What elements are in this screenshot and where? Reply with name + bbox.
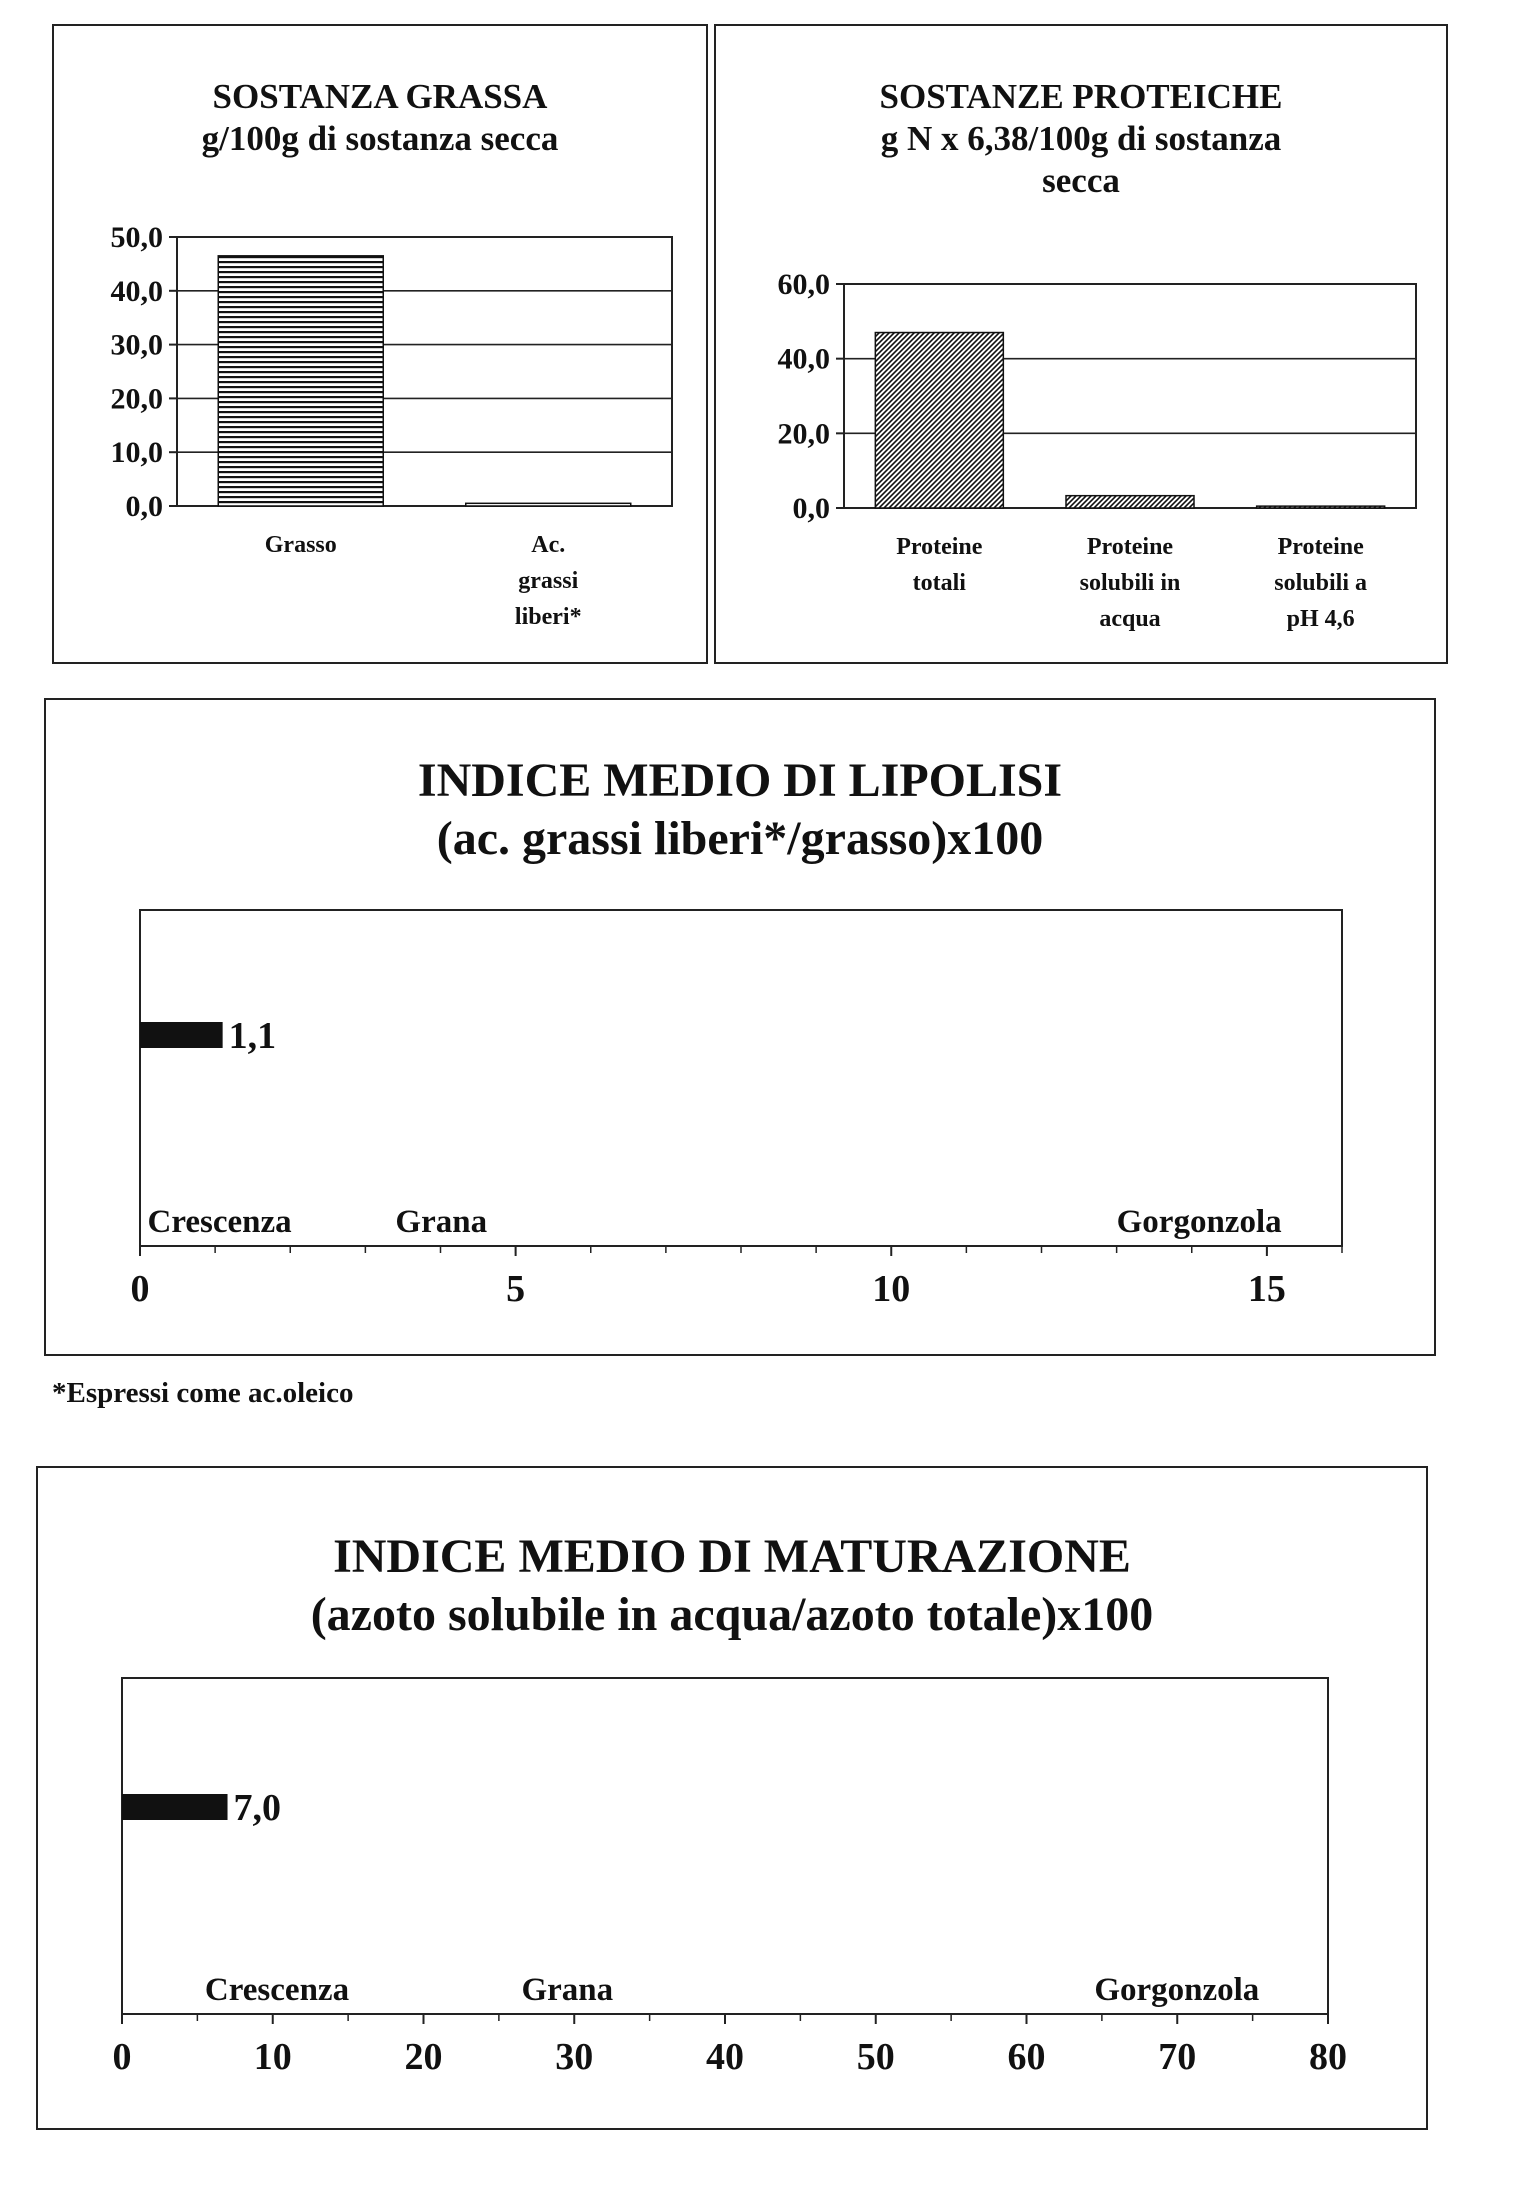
plot-frame [122, 1678, 1328, 2014]
category-label: Proteine solubili a pH 4,6 [1274, 534, 1368, 632]
footnote: *Espressi come ac.oleico [52, 1377, 354, 1409]
y-tick-label: 60,0 [777, 268, 830, 301]
chart-subtitle: g/100g di sostanza secca [201, 119, 559, 158]
y-tick-label: 10,0 [110, 436, 163, 470]
y-tick-label: 40,0 [110, 274, 163, 308]
bar [466, 503, 631, 506]
bar [218, 256, 383, 506]
reference-label: Crescenza [147, 1204, 292, 1240]
category-label: Grasso [264, 532, 337, 558]
plot-frame [140, 910, 1342, 1246]
chart-panel-maturazione [36, 1466, 1428, 2130]
y-tick-label: 30,0 [110, 328, 163, 362]
y-tick-label: 20,0 [110, 382, 163, 416]
chart-subtitle: (ac. grassi liberi*/grasso)x100 [436, 811, 1044, 865]
bar [140, 1022, 223, 1048]
reference-label: Gorgonzola [1116, 1204, 1282, 1240]
category-label: Proteine solubili in acqua [1079, 534, 1181, 632]
x-tick-label: 0 [130, 1268, 150, 1310]
bar [1066, 496, 1194, 508]
reference-label: Gorgonzola [1094, 1972, 1260, 2008]
chart-panel-sostanza-grassa [52, 24, 708, 664]
x-tick-label: 30 [555, 2036, 594, 2078]
chart-lipolisi [46, 700, 1438, 1358]
reference-label: Crescenza [204, 1972, 350, 2008]
chart-title-text: SOSTANZA GRASSA [212, 77, 548, 116]
bar-value-label: 1,1 [228, 1015, 277, 1057]
y-tick-label: 0,0 [125, 490, 163, 523]
bar [1257, 506, 1385, 508]
reference-label: Grana [521, 1972, 614, 2008]
x-tick-label: 0 [112, 2036, 132, 2078]
x-tick-label: 60 [1007, 2036, 1046, 2078]
chart-title-text: INDICE MEDIO DI LIPOLISI [417, 754, 1063, 807]
x-tick-label: 50 [856, 2036, 895, 2078]
x-tick-label: 10 [872, 1268, 911, 1310]
y-tick-label: 0,0 [792, 492, 830, 525]
chart-title-text: INDICE MEDIO DI MATURAZIONE [333, 1530, 1131, 1583]
bar-value-label: 7,0 [233, 1787, 282, 1829]
x-tick-label: 80 [1309, 2036, 1347, 2078]
chart-panel-sostanze-proteiche [714, 24, 1448, 664]
chart-maturazione [38, 1468, 1430, 2132]
chart-sostanza-grassa [54, 26, 710, 666]
x-tick-label: 70 [1158, 2036, 1197, 2078]
x-tick-label: 5 [506, 1268, 526, 1310]
category-label: Ac. grassi liberi* [514, 532, 582, 630]
y-tick-label: 50,0 [110, 221, 163, 254]
chart-subtitle-line-1: g N x 6,38/100g di sostanza [880, 119, 1282, 158]
chart-subtitle-line-2: secca [1042, 161, 1120, 200]
x-tick-label: 20 [404, 2036, 443, 2078]
y-tick-label: 20,0 [777, 417, 830, 451]
bar [875, 333, 1003, 508]
x-tick-label: 40 [706, 2036, 744, 2078]
x-tick-label: 10 [253, 2036, 292, 2078]
chart-panel-lipolisi [44, 698, 1436, 1356]
chart-sostanze-proteiche [716, 26, 1450, 666]
chart-title-text: SOSTANZE PROTEICHE [879, 77, 1283, 116]
y-tick-label: 40,0 [777, 342, 830, 376]
reference-label: Grana [395, 1204, 488, 1240]
bar [122, 1794, 228, 1820]
chart-subtitle: (azoto solubile in acqua/azoto totale)x100 [310, 1587, 1154, 1641]
category-label: Proteine totali [896, 534, 983, 596]
x-tick-label: 15 [1247, 1268, 1286, 1310]
